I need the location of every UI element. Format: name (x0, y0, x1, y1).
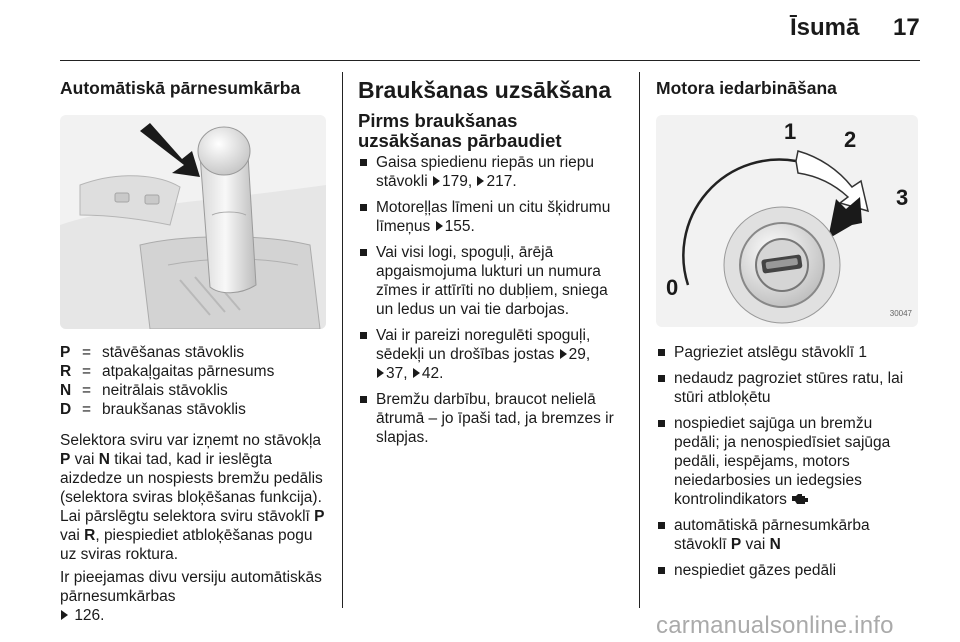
column-engine-start (656, 72, 918, 587)
bullet-icon (360, 249, 367, 256)
ignition-position-0: 0 (666, 275, 679, 300)
ignition-position-1: 1 (784, 119, 797, 144)
column-divider-1 (342, 72, 343, 608)
legend-key: R (60, 363, 72, 380)
column-automatic-transmission (60, 72, 332, 625)
ignition-switch-illustration (656, 115, 918, 327)
section-heading-engine-start: Motora iedarbināšana (656, 78, 837, 98)
page-number: 17 (893, 14, 920, 41)
list-item: nespiediet gāzes pedāli (656, 561, 918, 580)
page-reference-icon (61, 610, 68, 620)
bullet-icon (658, 567, 665, 574)
legend-text: neitrālais stāvoklis (102, 382, 228, 399)
bullet-icon (360, 396, 367, 403)
subheading-pre-drive-check: Pirms braukšanas uzsākšanas pārbaudiet (358, 110, 562, 151)
page-reference-link[interactable]: 42. (421, 365, 444, 382)
legend-eq: = (82, 382, 92, 399)
engine-start-steps (656, 343, 918, 580)
page-reference-link[interactable]: 179, (442, 173, 477, 190)
legend-eq: = (82, 344, 92, 361)
list-item: Motoreļļas līmeni un citu šķidrumu līmeņus 155. (358, 198, 626, 236)
page-reference-link[interactable]: 155. (444, 218, 475, 235)
ignition-position-3: 3 (896, 185, 909, 210)
page-reference-link[interactable]: 29, (568, 346, 591, 363)
list-item: Gaisa spiedienu riepās un riepu stāvokli 179, 217. (358, 153, 626, 191)
legend-row-n (60, 381, 332, 400)
pre-drive-checklist (358, 153, 626, 447)
selector-lock-paragraph: Selektora sviru var izņemt no stāvokļa P vai N tikai tad, kad ir ieslēgta aizdedze un nospiests bremžu pedālis (selektora sviras bloķēšanas funkcija). Lai pārslēgtu selektora sviru stāvoklī P vai R, piespiediet atbloķēšanas pogu uz sviras roktura. (60, 432, 325, 563)
page-reference-icon (433, 176, 440, 186)
column-start-driving (358, 72, 626, 454)
page-reference-link[interactable]: 37, (386, 365, 412, 382)
section-heading-transmission: Automātiskā pārnesumkārba (60, 78, 301, 98)
column-divider-2 (639, 72, 640, 608)
legend-key: N (60, 382, 72, 399)
page-reference-link[interactable]: 217. (486, 173, 517, 190)
bullet-icon (360, 204, 367, 211)
list-item: nospiediet sajūga un bremžu pedāli; ja nenospiedīsiet sajūga pedāli, iespējams, motors neiedarbosies un iedegsies kontrolindikators (656, 414, 918, 509)
section-heading-start-driving: Braukšanas uzsākšana (358, 77, 612, 103)
list-item: Bremžu darbību, braucot nelielā ātrumā – jo īpaši tad, ja bremzes ir slapjas. (358, 390, 626, 447)
legend-text: atpakaļgaitas pārnesums (102, 363, 275, 380)
versions-paragraph: Ir pieejamas divu versiju automātiskās pārnesumkārbas 126. (60, 569, 322, 624)
bullet-icon (658, 522, 665, 529)
gear-selector-illustration (60, 115, 326, 329)
watermark: carmanualsonline.info (656, 612, 894, 639)
page-reference-icon (377, 368, 384, 378)
page-reference-icon (477, 176, 484, 186)
running-header-title: Īsumā (790, 14, 860, 41)
bullet-icon (658, 375, 665, 382)
page-reference-icon (413, 368, 420, 378)
legend-key: P (60, 344, 71, 361)
bullet-icon (360, 332, 367, 339)
legend-row-r (60, 362, 332, 381)
bullet-icon (658, 420, 665, 427)
legend-row-d (60, 400, 332, 419)
list-item: Vai ir pareizi noregulēti spoguļi, sēdekļi un drošības jostas 29, 37, 42. (358, 326, 626, 383)
ignition-switch-drawing (656, 115, 918, 327)
legend-text: stāvēšanas stāvoklis (102, 344, 245, 361)
bullet-icon (360, 159, 367, 166)
legend-eq: = (82, 401, 92, 418)
header-rule (60, 60, 920, 61)
bullet-icon (658, 349, 665, 356)
list-item: automātiskā pārnesumkārba stāvoklī P vai N (656, 516, 918, 554)
engine-warning-icon (791, 493, 809, 505)
list-item: Pagrieziet atslēgu stāvoklī 1 (656, 343, 918, 362)
page-reference-link[interactable]: 126. (74, 607, 105, 624)
gear-selector-drawing (60, 115, 326, 329)
page-reference-icon (436, 221, 443, 231)
legend-eq: = (82, 363, 92, 380)
legend-text: braukšanas stāvoklis (102, 401, 246, 418)
figure-code: 30047 (889, 309, 912, 318)
gear-position-legend (60, 343, 332, 419)
legend-key: D (60, 401, 72, 418)
ignition-position-2: 2 (844, 127, 857, 152)
page-reference-icon (560, 349, 567, 359)
list-item: Vai visi logi, spoguļi, ārējā apgaismojuma lukturi un numura zīmes ir attīrīti no dubļiem, sniega un ledus un vai tie darbojas. (358, 243, 626, 319)
list-item: nedaudz pagroziet stūres ratu, lai stūri atbloķētu (656, 369, 918, 407)
legend-row-p (60, 343, 332, 362)
